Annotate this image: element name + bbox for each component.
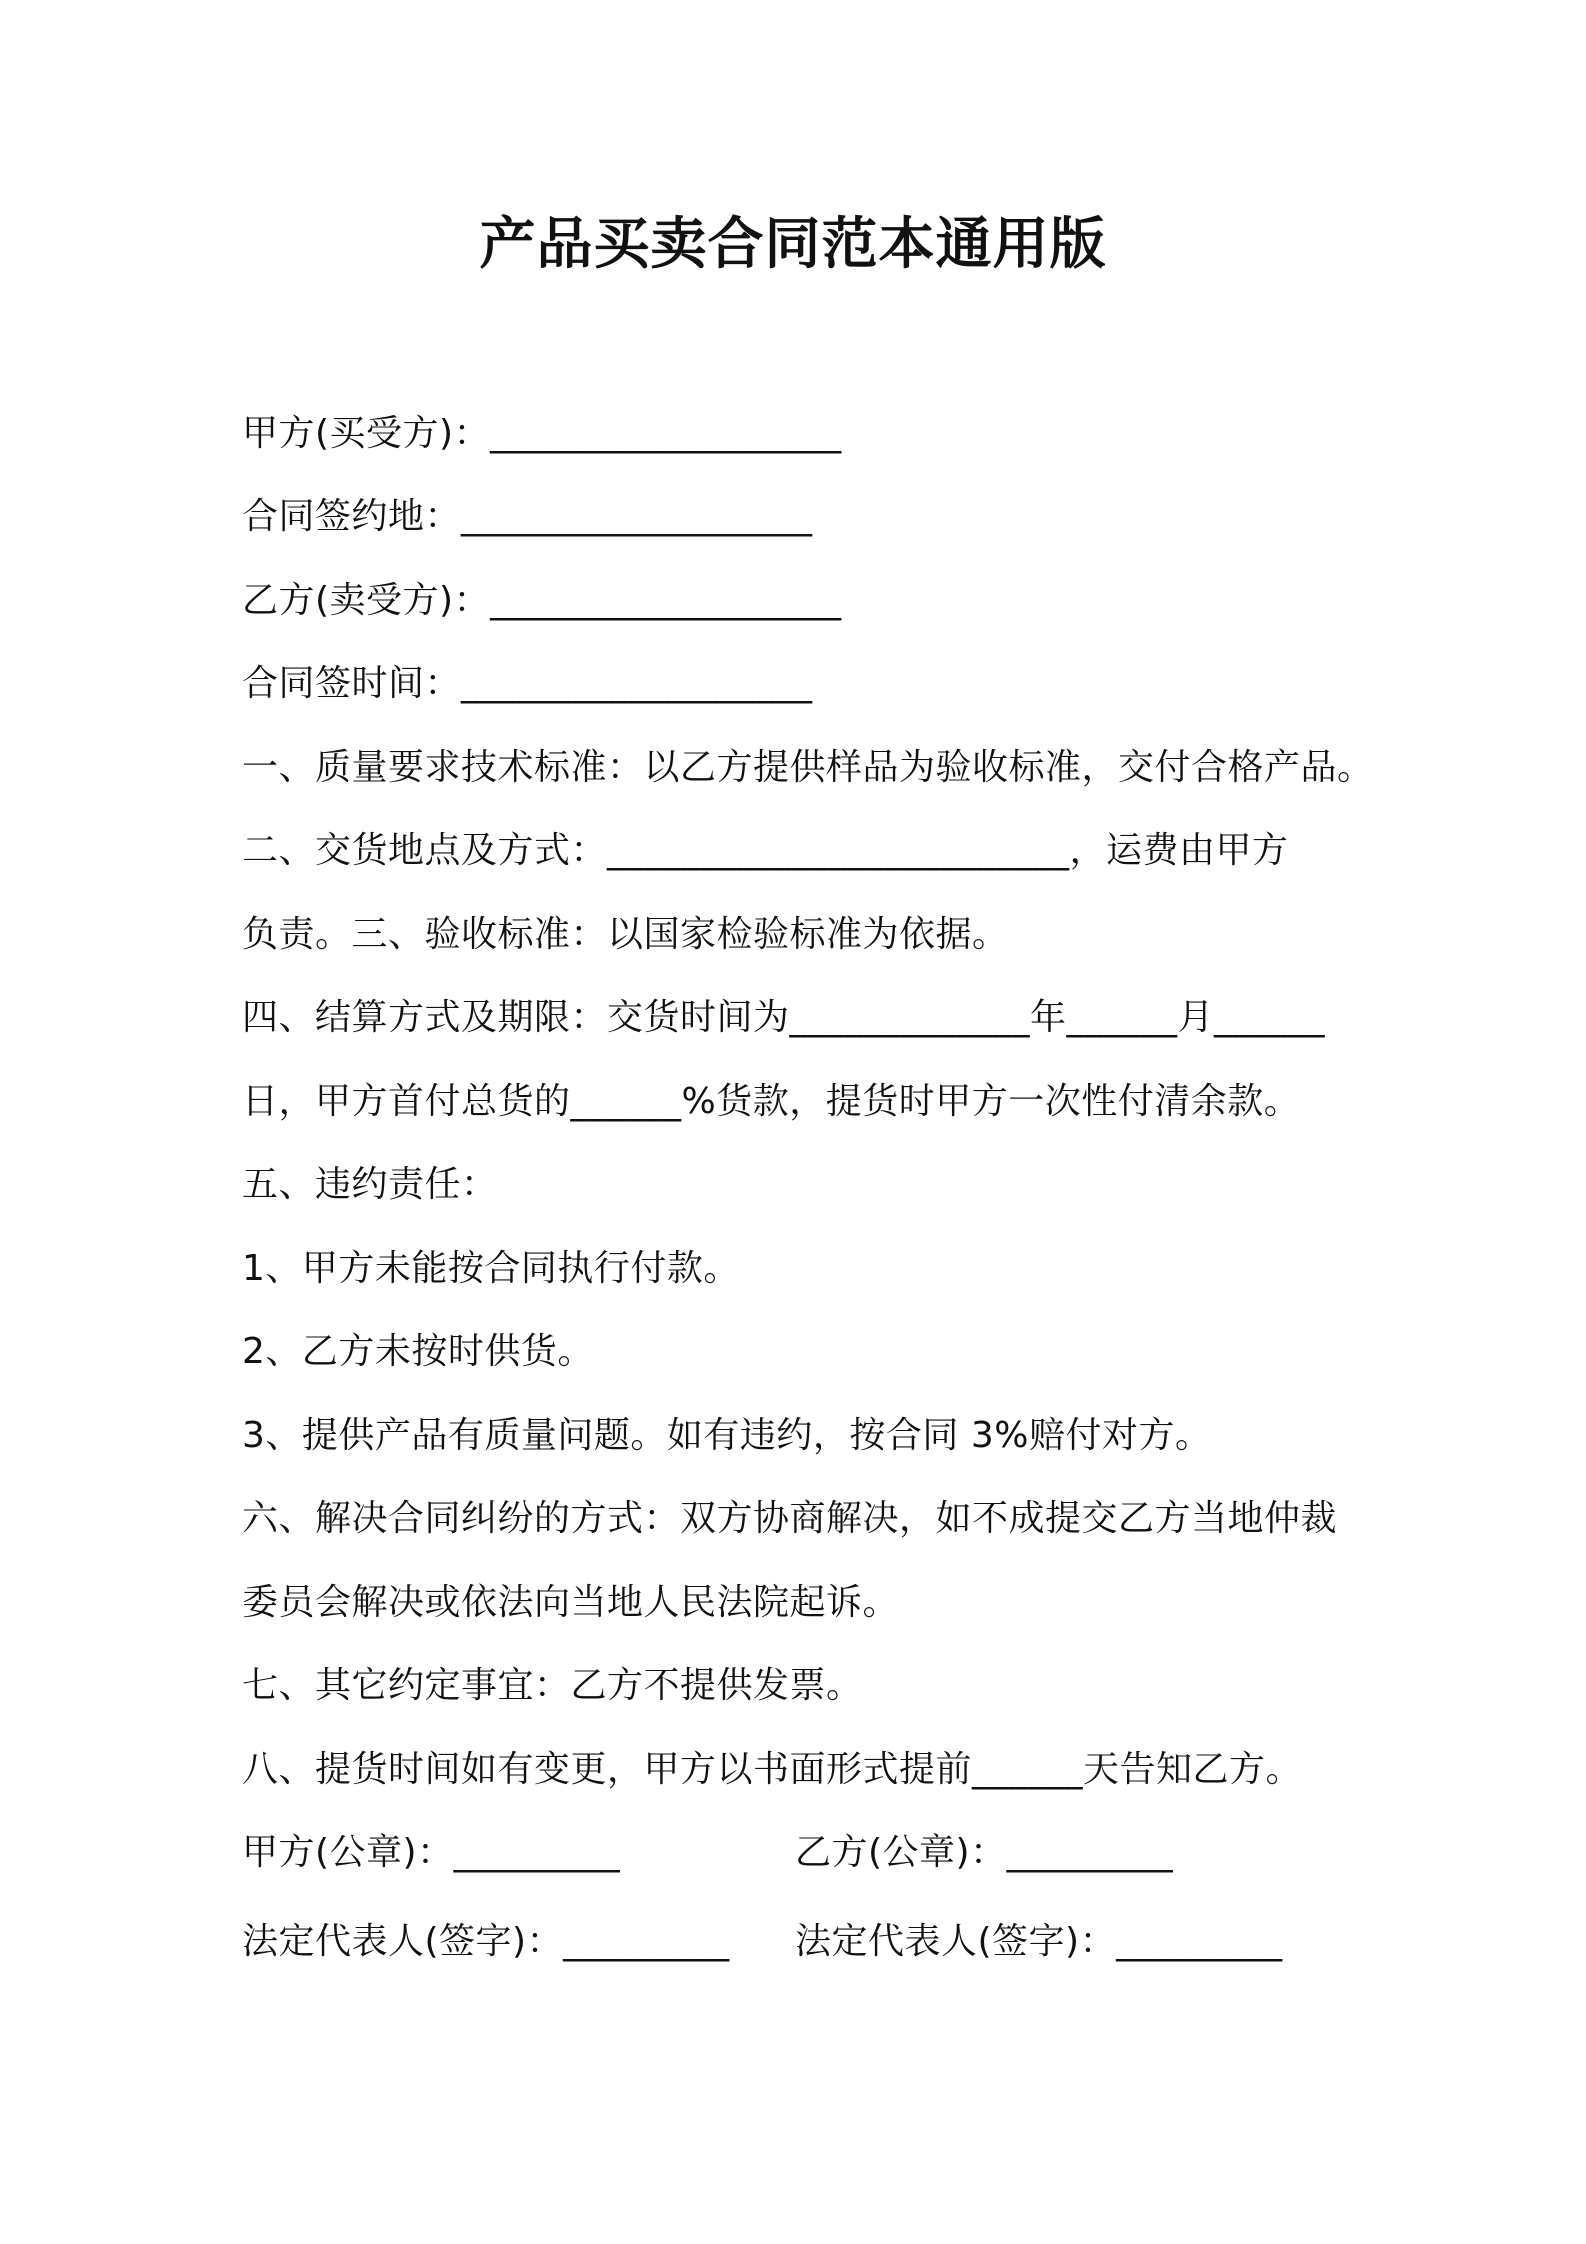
signing-place-field: 合同签约地：___________________ (242, 496, 813, 537)
liability-item-3: 3、提供产品有质量问题。如有违约，按合同 3%赔付对方。 (242, 1415, 1212, 1456)
clause-settlement: 四、结算方式及期限：交货时间为_____________年______月______ (242, 997, 1326, 1038)
party-a-representative: 法定代表人(签字)：_________ (242, 1921, 730, 1962)
clause-settlement-cont: 日，甲方首付总货的______%货款，提货时甲方一次性付清余款。 (242, 1081, 1301, 1122)
party-b-seal: 乙方(公章)：_________ (795, 1832, 1174, 1873)
liability-item-2: 2、乙方未按时供货。 (242, 1331, 594, 1372)
clause-delivery: 二、交货地点及方式：_________________________，运费由甲方 (242, 830, 1289, 871)
clause-other: 七、其它约定事宜：乙方不提供发票。 (242, 1665, 863, 1706)
party-b-representative: 法定代表人(签字)：_________ (795, 1921, 1283, 1962)
page-title: 产品买卖合同范本通用版 (479, 212, 1107, 277)
liability-item-1: 1、甲方未能按合同执行付款。 (242, 1248, 740, 1289)
party-b-field: 乙方(卖受方)：___________________ (242, 580, 842, 621)
clause-quality: 一、质量要求技术标准：以乙方提供样品为验收标准，交付合格产品。 (242, 747, 1374, 788)
signing-time-field: 合同签时间：___________________ (242, 663, 813, 704)
clause-dispute-cont: 委员会解决或依法向当地人民法院起诉。 (242, 1582, 900, 1623)
party-a-seal: 甲方(公章)：_________ (242, 1832, 621, 1873)
clause-dispute: 六、解决合同纠纷的方式：双方协商解决，如不成提交乙方当地仲裁 (242, 1498, 1338, 1539)
party-a-field: 甲方(买受方)：___________________ (242, 413, 842, 454)
clause-liability: 五、违约责任： (242, 1164, 498, 1205)
clause-pickup-change: 八、提货时间如有变更，甲方以书面形式提前______天告知乙方。 (242, 1749, 1303, 1790)
clause-delivery-cont: 负责。三、验收标准：以国家检验标准为依据。 (242, 914, 1009, 955)
